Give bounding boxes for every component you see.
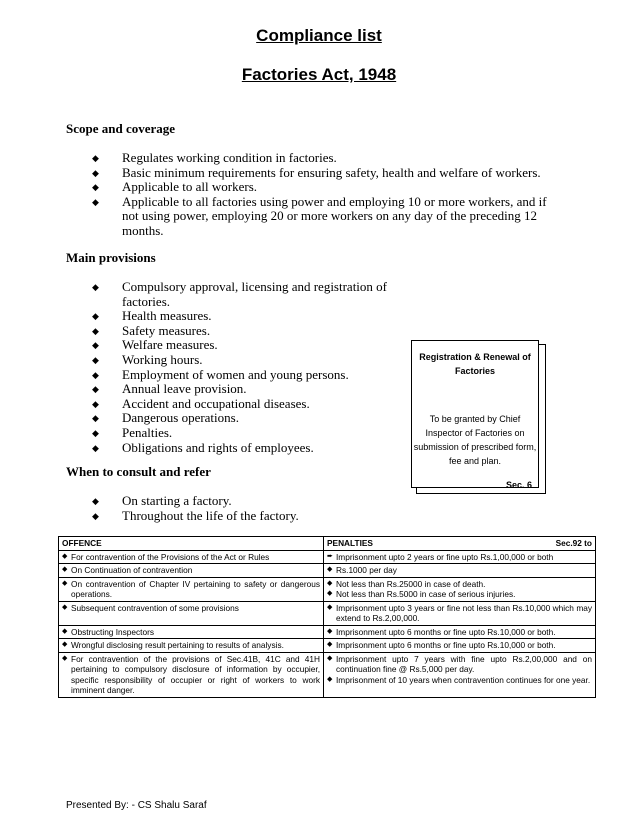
provisions-list — [92, 280, 422, 455]
offence-cell: ◆ On Continuation of contravention — [62, 565, 193, 575]
list-item: ◆ Safety measures. — [92, 322, 211, 338]
consult-list — [92, 494, 422, 523]
offence-cell: ◆ Wrongful disclosing result pertaining to results of analysis. — [62, 640, 284, 650]
penalty-cell: ◆ Imprisonment upto 7 years with fine upto Rs.2,00,000 and on continuation fine @ Rs.5,000 per day. — [327, 653, 592, 674]
bullet-icon: ◆ — [62, 552, 68, 560]
table-row — [59, 625, 596, 639]
bullet-icon: ◆ — [62, 641, 68, 648]
list-item: ◆ Welfare measures. — [92, 337, 218, 353]
list-item: ◆ Dangerous operations. — [92, 410, 239, 426]
bullet-icon: ◆ — [327, 627, 333, 635]
bullet-icon: ◆ — [62, 579, 68, 587]
bullet-icon: ◆ — [92, 369, 99, 380]
table-row — [59, 550, 596, 564]
bullet-icon: ◆ — [327, 566, 333, 573]
section-reference: Sec.92 to — [555, 538, 592, 548]
bullet-icon: ◆ — [62, 627, 68, 635]
offence-cell: ◆ For contravention of the Provisions of the Act or Rules — [62, 551, 270, 562]
scope-heading: Scope and coverage — [66, 121, 176, 136]
list-item: ◆ Working hours. — [92, 351, 203, 367]
bullet-icon: ◆ — [92, 196, 99, 207]
presenter-footer: Presented By: - CS Shalu Saraf — [66, 800, 207, 811]
bullet-icon: ◆ — [92, 442, 99, 453]
table-row — [59, 601, 596, 625]
bullet-icon: ◆ — [92, 153, 99, 163]
scope-list — [92, 151, 552, 239]
bullet-icon: ◆ — [327, 675, 333, 683]
offence-cell: ◆ On contravention of Chapter IV pertaining to safety or dangerous operations. — [62, 578, 320, 599]
list-item: ◆ Regulates working condition in factories. — [92, 150, 337, 165]
penalty-cell: ◆ Imprisonment upto 6 months or fine upto Rs.10,000 or both. — [327, 626, 556, 637]
bullet-icon: ◆ — [327, 590, 333, 597]
bullet-icon: ◆ — [62, 603, 68, 611]
list-item: ◆ Annual leave provision. — [92, 381, 247, 397]
bullet-icon: ◆ — [92, 398, 99, 409]
penalty-cell: ◆ Imprisonment upto 3 years or fine not less than Rs.10,000 which may extend to Rs.2,00,000. — [327, 602, 592, 623]
consult-heading: When to consult and refer — [66, 464, 211, 479]
penalty-cell: ◆ Imprisonment of 10 years when contravention continues for one year. — [327, 674, 591, 685]
list-item: ◆ Employment of women and young persons. — [92, 366, 349, 382]
list-item: ◆ Basic minimum requirements for ensuring safety, health and welfare of workers. — [92, 164, 541, 180]
penalties-table — [58, 536, 596, 698]
penalty-cell: ◆ Not less than Rs.5000 in case of serious injuries. — [327, 589, 516, 599]
provisions-heading: Main provisions — [66, 250, 156, 265]
list-item: ◆ Accident and occupational diseases. — [92, 395, 310, 411]
bullet-icon: ◆ — [92, 340, 99, 351]
bullet-icon: ◆ — [327, 579, 333, 587]
table-row — [59, 639, 596, 653]
bullet-icon: ◆ — [92, 325, 99, 336]
list-item: ◆ Applicable to all workers. — [92, 179, 258, 195]
offence-cell: ◆ Obstructing Inspectors — [62, 626, 155, 637]
bullet-icon: ◆ — [62, 654, 68, 662]
list-item: ◆ Throughout the life of the factory. — [92, 507, 299, 523]
bullet-icon: ◆ — [92, 427, 99, 438]
box-body: To be granted by Chief Inspector of Factories on submission of prescribed form, fee and plan. — [413, 414, 537, 466]
list-item: ◆ Applicable to all factories using power and employing 10 or more workers, and if not using power, employing 20 or more workers on any day of the preceding 12 months. — [92, 193, 547, 238]
penalty-cell: ◆ Imprisonment upto 6 months or fine upto Rs.10,000 or both. — [327, 640, 556, 650]
table-header-row — [59, 537, 596, 551]
box-section: Sec. 6 — [505, 480, 532, 490]
list-item: ◆ Health measures. — [92, 308, 212, 324]
bullet-icon: ◆ — [327, 641, 333, 648]
document-title: Compliance list — [256, 26, 382, 45]
penalty-cell: ◆ Rs.1000 per day — [327, 565, 397, 575]
bullet-icon: ◆ — [92, 510, 99, 521]
table-row — [59, 652, 596, 697]
table-row — [59, 577, 596, 601]
penalty-cell: ➨ Imprisonment upto 2 years or fine upto Rs.1,00,000 or both — [327, 551, 554, 562]
offence-cell: ◆ For contravention of the provisions of Sec.41B, 41C and 41H pertaining to compulsory disclosure of information by occupier, specific responsibility of occupier or right of workers to work imminent danger. — [62, 653, 320, 695]
offence-header: OFFENCE — [59, 537, 324, 551]
bullet-icon: ◆ — [92, 413, 99, 424]
table-row — [59, 564, 596, 578]
bullet-icon: ◆ — [92, 384, 99, 395]
registration-box — [411, 340, 539, 488]
bullet-icon: ◆ — [62, 566, 68, 573]
penalties-header — [324, 537, 596, 551]
list-item: ◆ On starting a factory. — [92, 493, 232, 508]
bullet-icon: ◆ — [327, 603, 333, 611]
penalty-cell: ◆ Not less than Rs.25000 in case of death. — [327, 578, 486, 589]
bullet-icon: ◆ — [92, 354, 99, 365]
offence-cell: ◆ Subsequent contravention of some provisions — [62, 602, 239, 613]
box-title: Registration & Renewal of Factories — [419, 352, 531, 376]
bullet-icon: ◆ — [92, 167, 99, 178]
list-item: ◆ Compulsory approval, licensing and registration of factories. — [92, 279, 388, 309]
bullet-icon: ◆ — [92, 182, 99, 193]
list-item: ◆ Obligations and rights of employees. — [92, 439, 314, 455]
document-subtitle: Factories Act, 1948 — [241, 65, 397, 84]
bullet-icon: ◆ — [92, 282, 99, 292]
bullet-icon: ◆ — [92, 311, 99, 322]
bullet-icon: ◆ — [92, 496, 99, 506]
arrow-bullet-icon: ➨ — [327, 552, 333, 560]
list-item: ◆ Penalties. — [92, 424, 173, 440]
penalties-header-label: PENALTIES — [327, 538, 373, 548]
bullet-icon: ◆ — [327, 654, 333, 662]
